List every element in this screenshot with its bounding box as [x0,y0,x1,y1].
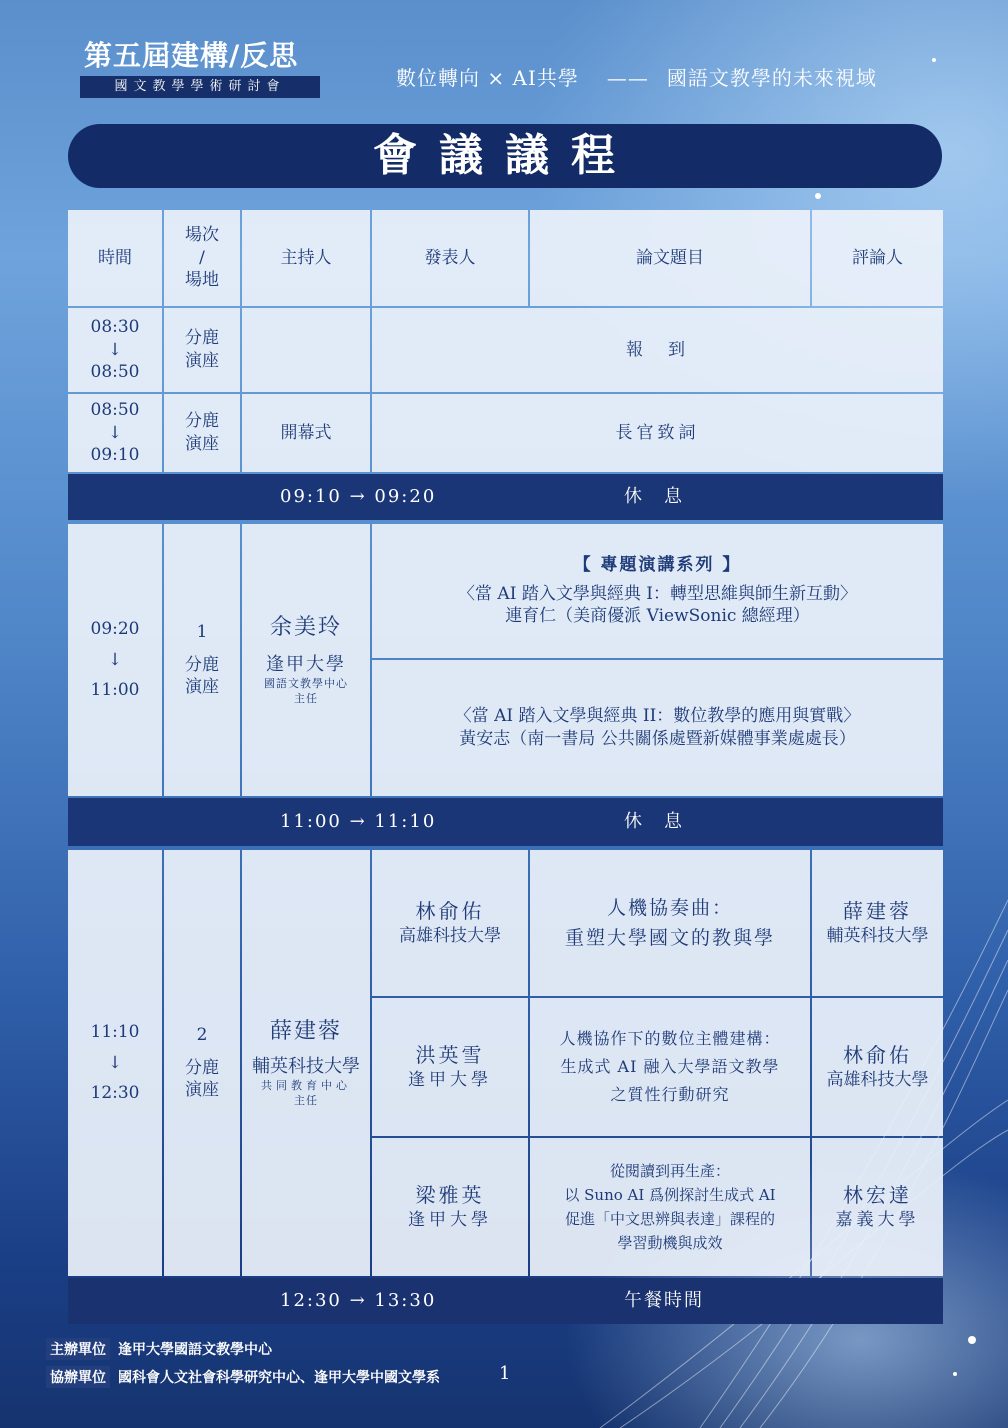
session1-host-org: 逢甲大學 [266,653,346,675]
checkin-host [242,308,370,392]
break-1-label: 休 息 [624,486,684,507]
break-1-time: 09:10 → 09:20 [280,486,437,507]
theme-right: 國語文教學的未來視域 [666,66,877,90]
lunch-label: 午餐時間 [624,1290,704,1311]
session1-venue: 1 分鹿 演座 [164,524,240,796]
header-discussant: 評論人 [812,210,943,306]
co-organizer-name: 國科會人文社會科學研究中心、逢甲大學中國文學系 [118,1370,440,1386]
session1-host: 余美玲 逢甲大學 國語文教學中心 主任 [242,524,370,796]
session2-venue: 2 分鹿 演座 [164,850,240,1276]
session1-host-name: 余美玲 [269,615,342,641]
keynote-2-speaker: 黃安志（南一書局 公共關係處暨新媒體事業處處長） [459,729,856,749]
session1-time: 09:20 ↓ 11:00 [68,524,162,796]
paper2-title: 人機協作下的數位主體建構： 生成式 AI 融入大學語文教學 之質性行動研究 [530,998,810,1136]
checkin-venue: 分鹿 演座 [164,308,240,392]
break-2-label: 休 息 [624,811,684,832]
opening-label: 長官致詞 [372,394,943,472]
break-row-2 [68,798,943,846]
break-row-1 [68,474,943,520]
keynote-series-title: 【 專題演講系列 】 [573,554,742,575]
session2-host-org: 輔英科技大學 [252,1055,360,1077]
header-host: 主持人 [242,210,370,306]
paper3-presenter: 梁雅英 逢甲大學 [372,1138,528,1276]
conference-logo-title: 第五屆建構/反思 [84,39,299,72]
header-presenter: 發表人 [372,210,528,306]
header-venue: 場次 / 場地 [164,210,240,306]
session2-host-name: 薛建蓉 [269,1019,342,1045]
conference-theme [396,62,877,91]
theme-left: 數位轉向 × AI共學 [396,66,579,90]
organizer-line [46,1338,272,1360]
paper2-presenter: 洪英雪 逢甲大學 [372,998,528,1136]
break-2-time: 11:00 → 11:10 [280,811,437,832]
page-number: 1 [499,1363,511,1384]
paper2-discussant: 林俞佑 高雄科技大學 [812,998,943,1136]
header-topic: 論文題目 [530,210,810,306]
co-organizer-line [46,1366,440,1388]
paper1-presenter: 林俞佑 高雄科技大學 [372,850,528,996]
keynote-1-speaker: 連育仁（美商優派 ViewSonic 總經理） [505,606,810,627]
session2-host: 薛建蓉 輔英科技大學 共同教育中心 主任 [242,850,370,1276]
organizer-tag: 主辦單位 [46,1338,110,1360]
agenda-banner: 會議議程 [68,124,942,188]
keynote-2 [372,660,943,796]
checkin-time: 08:30 ↓ 08:50 [68,308,162,392]
keynote-1-title: 〈當 AI 踏入文學與經典 I：轉型思維與師生新互動〉 [458,583,857,604]
paper1-title: 人機協奏曲： 重塑大學國文的教與學 [530,850,810,996]
lunch-row [68,1278,943,1324]
co-organizer-tag: 協辦單位 [46,1366,110,1388]
theme-dash: —— [606,66,649,90]
paper1-discussant: 薛建蓉 輔英科技大學 [812,850,943,996]
keynote-1 [372,524,943,658]
conference-logo-subtitle: 國文教學學術研討會 [80,76,320,98]
header-time: 時間 [68,210,162,306]
opening-venue: 分鹿 演座 [164,394,240,472]
opening-host: 開幕式 [242,394,370,472]
session2-time: 11:10 ↓ 12:30 [68,850,162,1276]
lunch-time: 12:30 → 13:30 [280,1290,437,1311]
checkin-label: 報 到 [372,308,943,392]
paper3-discussant: 林宏達 嘉義大學 [812,1138,943,1276]
paper3-title: 從閱讀到再生產： 以 Suno AI 爲例探討生成式 AI 促進「中文思辨與表達」課程的 學習動機與成效 [530,1138,810,1276]
organizer-name: 逢甲大學國語文教學中心 [118,1342,272,1358]
keynote-2-title: 〈當 AI 踏入文學與經典 II：數位教學的應用與實戰〉 [454,706,861,727]
opening-time: 08:50 ↓ 09:10 [68,394,162,472]
